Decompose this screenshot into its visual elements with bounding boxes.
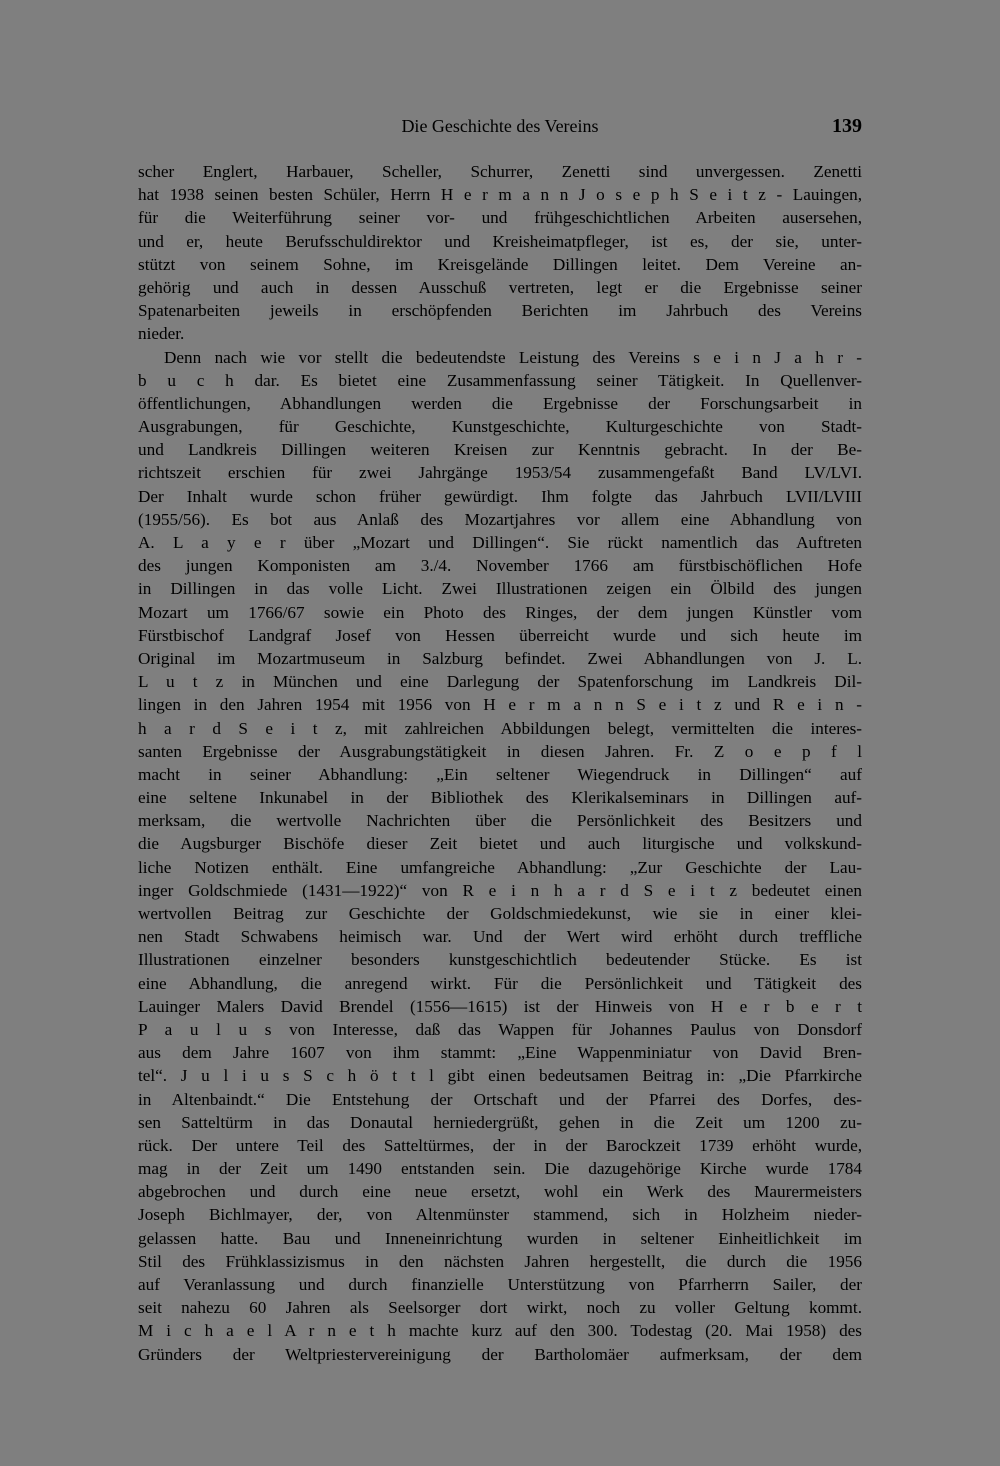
text-line: für die Weiterführung seiner vor- und frühgeschichtlichen Arbeiten ausersehen, (138, 208, 862, 228)
text-line: auf Veranlassung und durch finanzielle Unterstützung von Pfarrherrn Sailer, der (138, 1275, 862, 1294)
text-line: Stil des Frühklassizismus in den nächsten Jahren hergestellt, die durch die 1956 (138, 1251, 862, 1271)
text-line: nieder. (138, 324, 185, 344)
text-line: Lauinger Malers David Brendel (1556—1615) ist der Hinweis von H e r b e r t (138, 996, 862, 1016)
text-line: eine Abhandlung, die anregend wirkt. Für die Persönlichkeit und Tätigkeit des (138, 973, 862, 993)
text-line: des jungen Komponisten am 3./4. November 1766 am fürstbischöflichen Hofe (138, 556, 862, 576)
text-line: Denn nach wie vor stellt die bedeutendste Leistung des Vereins s e i n J a h r - (164, 347, 862, 367)
text-line: gehörig und auch in dessen Ausschuß vertreten, legt er die Ergebnisse seiner (138, 277, 862, 297)
text-line: und Landkreis Dillingen weiteren Kreisen zur Kenntnis gebracht. In der Be- (138, 440, 862, 460)
text-line: mag in der Zeit um 1490 entstanden sein. Die dazugehörige Kirche wurde 1784 (138, 1159, 862, 1179)
text-line: rück. Der untere Teil des Satteltürmes, der in der Barockzeit 1739 erhöht wurde, (138, 1135, 862, 1155)
running-header (138, 112, 862, 140)
text-line: (1955/56). Es bot aus Anlaß des Mozartjahres vor allem eine Abhandlung von (138, 509, 862, 529)
text-line: in Altenbaindt.“ Die Entstehung der Ortschaft und der Pfarrei des Dorfes, des- (138, 1089, 862, 1109)
text-line: richtszeit erschien für zwei Jahrgänge 1953/54 zusammengefaßt Band LV/LVI. (138, 463, 862, 483)
text-line: Der Inhalt wurde schon früher gewürdigt. Ihm folgte das Jahrbuch LVII/LVIII (138, 486, 862, 506)
text-line: santen Ergebnisse der Ausgrabungstätigkeit in diesen Jahren. Fr. Z o e p f l (138, 741, 862, 761)
text-line: hat 1938 seinen besten Schüler, Herrn H e r m a n n J o s e p h S e i t z - Lauingen, (138, 185, 862, 205)
text-line: öffentlichungen, Abhandlungen werden die Ergebnisse der Forschungsarbeit in (138, 393, 862, 413)
text-line: Mozart um 1766/67 sowie ein Photo des Ringes, der dem jungen Künstler vom (138, 602, 862, 622)
text-line: macht in seiner Abhandlung: „Ein seltener Wiegendruck in Dillingen“ auf (138, 764, 862, 784)
text-line: gelassen hatte. Bau und Inneneinrichtung wurden in seltener Einheitlichkeit im (138, 1228, 862, 1248)
text-line: M i c h a e l A r n e t h machte kurz auf den 300. Todestag (20. Mai 1958) des (138, 1321, 862, 1341)
text-line: seit nahezu 60 Jahren als Seelsorger dort wirkt, noch zu voller Geltung kommt. (138, 1298, 862, 1318)
text-line: lingen in den Jahren 1954 mit 1956 von H e r m a n n S e i t z und R e i n - (138, 695, 862, 715)
text-line: und er, heute Berufsschuldirektor und Kreisheimatpfleger, ist es, der sie, unter- (138, 231, 862, 251)
text-line: merksam, die wertvolle Nachrichten über die Persönlichkeit des Besitzers und (138, 811, 862, 831)
text-line: aus dem Jahre 1607 von ihm stammt: „Eine Wappenminiatur von David Bren- (138, 1043, 862, 1063)
text-line: Original im Mozartmuseum in Salzburg befindet. Zwei Abhandlungen von J. L. (138, 648, 862, 668)
text-line: P a u l u s von Interesse, daß das Wappen für Johannes Paulus von Donsdorf (138, 1019, 862, 1039)
text-line: Illustrationen einzelner besonders kunstgeschichtlich bedeutender Stücke. Es ist (138, 950, 862, 970)
text-line: A. L a y e r über „Mozart und Dillingen“. Sie rückt namentlich das Auftreten (138, 533, 862, 552)
text-line: Fürstbischof Landgraf Josef von Hessen überreicht wurde und sich heute im (138, 625, 862, 645)
text-line: liche Notizen enthält. Eine umfangreiche Abhandlung: „Zur Geschichte der Lau- (138, 857, 862, 877)
text-line: eine seltene Inkunabel in der Bibliothek des Klerikalseminars in Dillingen auf- (138, 788, 862, 808)
text-line: nen Stadt Schwabens heimisch war. Und der Wert wird erhöht durch treffliche (138, 927, 862, 947)
text-line: scher Englert, Harbauer, Scheller, Schurrer, Zenetti sind unvergessen. Zenetti (138, 162, 862, 181)
text-line: Joseph Bichlmayer, der, von Altenmünster stammend, sich in Holzheim nieder- (138, 1205, 862, 1225)
text-line: abgebrochen und durch eine neue ersetzt, wohl ein Werk des Maurermeisters (138, 1182, 862, 1202)
text-line: Ausgrabungen, für Geschichte, Kunstgeschichte, Kulturgeschichte von Stadt- (138, 417, 862, 437)
text-line: sen Satteltürm in das Donautal herniedergrüßt, gehen in die Zeit um 1200 zu- (138, 1112, 862, 1132)
text-line: inger Goldschmiede (1431—1922)“ von R e i n h a r d S e i t z bedeutet einen (138, 880, 862, 900)
running-header-title: Die Geschichte des Vereins (401, 116, 599, 136)
body-text (138, 160, 862, 1366)
text-line: in Dillingen in das volle Licht. Zwei Illustrationen zeigen ein Ölbild des jungen (138, 579, 862, 599)
text-line: L u t z in München und eine Darlegung der Spatenforschung im Landkreis Dil- (138, 672, 862, 692)
page-number: 139 (832, 115, 862, 137)
text-line: die Augsburger Bischöfe dieser Zeit bietet und auch liturgische und volkskund- (138, 834, 862, 854)
text-line: b u c h dar. Es bietet eine Zusammenfassung seiner Tätigkeit. In Quellenver- (138, 370, 862, 390)
text-line: Spatenarbeiten jeweils in erschöpfenden Berichten im Jahrbuch des Vereins (138, 301, 862, 321)
text-line: tel“. J u l i u s S c h ö t t l gibt einen bedeutsamen Beitrag in: „Die Pfarrkirche (138, 1066, 862, 1086)
text-line: h a r d S e i t z, mit zahlreichen Abbildungen belegt, vermittelten die interes- (138, 718, 862, 738)
text-line: Gründers der Weltpriestervereinigung der Bartholomäer aufmerksam, der dem (138, 1344, 862, 1364)
text-line: stützt von seinem Sohne, im Kreisgelände Dillingen leitet. Dem Vereine an- (138, 254, 862, 274)
text-line: wertvollen Beitrag zur Geschichte der Goldschmiedekunst, wie sie in einer klei- (138, 904, 862, 923)
